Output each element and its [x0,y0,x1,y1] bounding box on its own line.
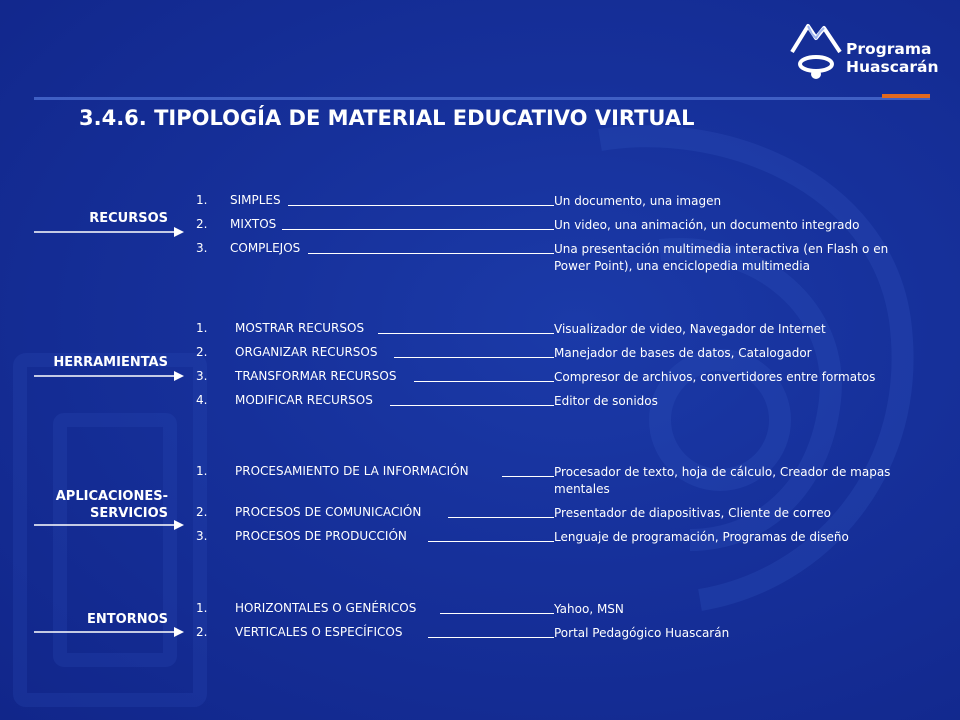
item-number: 3. [196,369,208,383]
section-label-aplicaciones [34,488,168,522]
item-description: Lenguaje de programación, Programas de diseño [554,530,849,544]
item-number: 3. [196,529,208,543]
leader-line [394,357,554,358]
item-term: PROCESOS DE COMUNICACIÓN [235,505,422,519]
item-term: ORGANIZAR RECURSOS [235,345,378,359]
arrow-right-icon [34,627,184,637]
item-term: MODIFICAR RECURSOS [235,393,373,407]
leader-line [428,541,554,542]
item-description: Manejador de bases de datos, Catalogador [554,346,812,360]
item-term: TRANSFORMAR RECURSOS [235,369,397,383]
list-item [196,241,916,293]
item-number: 2. [196,505,208,519]
arrow-right-icon [34,227,184,237]
item-description: Editor de sonidos [554,394,658,408]
arrow-right-icon [34,371,184,381]
item-number: 2. [196,217,208,231]
item-description: Un documento, una imagen [554,194,722,208]
leader-line [390,405,554,406]
item-term: COMPLEJOS [230,241,301,255]
item-description: Yahoo, MSN [554,602,624,616]
item-description: Compresor de archivos, convertidores entre formatos [554,370,876,384]
item-number: 2. [196,345,208,359]
list-item [196,464,916,504]
page-title: 3.4.6. TIPOLOGÍA DE MATERIAL EDUCATIVO VIRTUAL [79,106,695,130]
item-description: Portal Pedagógico Huascarán [554,626,730,640]
section-label-line-1: APLICACIONES- [55,489,168,504]
item-term: MIXTOS [230,217,277,231]
leader-line [428,637,554,638]
item-term: HORIZONTALES O GENÉRICOS [235,601,417,615]
item-number: 4. [196,393,208,407]
item-number: 2. [196,625,208,639]
leader-line [448,517,554,518]
section-label-line-2: SERVICIOS [90,506,168,521]
item-description: Procesador de texto, hoja de cálculo, Creador de mapas mentales [554,465,891,496]
item-description: Presentador de diapositivas, Cliente de correo [554,506,831,520]
leader-line [440,613,554,614]
arrow-right-icon [34,520,184,530]
leader-line [282,229,554,230]
item-description: Una presentación multimedia interactiva (en Flash o en Power Point), una enciclopedia multimedia [554,242,889,273]
leader-line [414,381,554,382]
leader-line [288,205,554,206]
item-number: 3. [196,241,208,255]
list-item [196,529,916,569]
item-term: MOSTRAR RECURSOS [235,321,365,335]
item-number: 1. [196,193,208,207]
header-divider [34,97,930,100]
list-item [196,393,916,433]
leader-line [502,476,554,477]
leader-line [378,333,554,334]
item-number: 1. [196,601,208,615]
item-number: 1. [196,464,208,478]
logo-line-1: Programa [846,40,932,58]
section-label-herramientas: HERRAMIENTAS [53,355,168,370]
item-number: 1. [196,321,208,335]
item-description: Visualizador de video, Navegador de Internet [554,322,826,336]
item-term: PROCESOS DE PRODUCCIÓN [235,529,407,543]
mountain-logo-icon [786,18,846,90]
logo-line-2: Huascarán [846,58,939,76]
item-description: Un video, una animación, un documento integrado [554,218,860,232]
section-label-entornos: ENTORNOS [87,612,168,627]
section-label-recursos: RECURSOS [89,211,168,226]
list-item [196,625,916,665]
header-divider-accent [882,94,930,98]
leader-line [308,253,554,254]
item-term: VERTICALES O ESPECÍFICOS [235,625,403,639]
item-term: SIMPLES [230,193,281,207]
programa-huascaran-logo [786,18,939,90]
item-term: PROCESAMIENTO DE LA INFORMACIÓN [235,464,469,478]
